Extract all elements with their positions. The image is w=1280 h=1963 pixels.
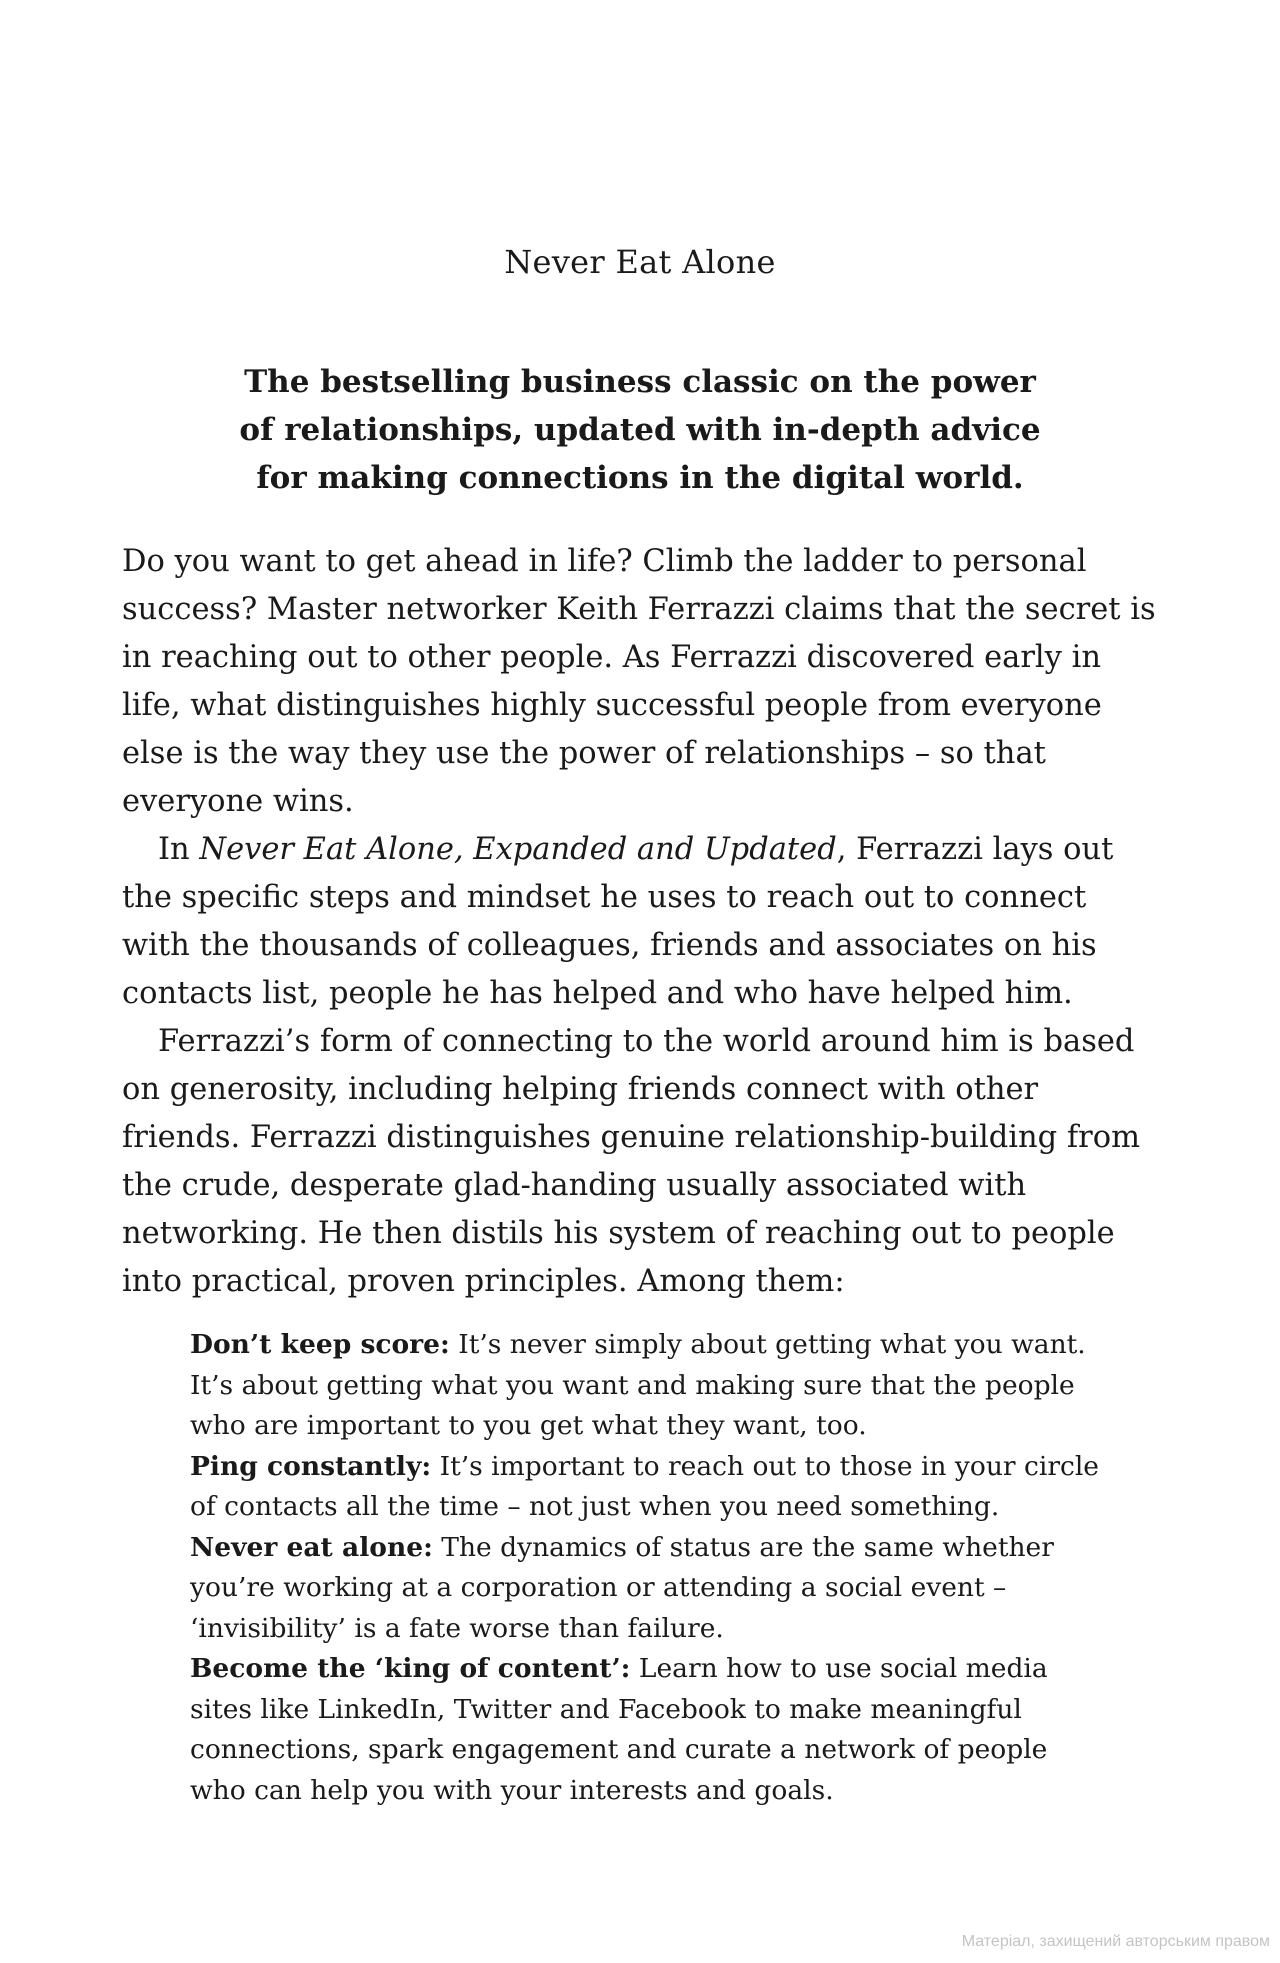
principle-text: It’s important to reach out to those in your circle of contacts all the time – not just when you need something. xyxy=(190,1450,1099,1522)
body-paragraph-2 xyxy=(122,826,1162,1018)
subtitle-line: of relationships, updated with in-depth advice xyxy=(239,412,1041,448)
copyright-watermark: Матеріал, захищений авторським правом xyxy=(961,1933,1270,1950)
principle-text: Learn how to use social media sites like LinkedIn, Twitter and Facebook to make meaningful connections, spark engagement and curate a network of people who can help you with your interests and goals. xyxy=(190,1653,1048,1806)
principle-text: The dynamics of status are the same whether you’re working at a corporation or attending a social event – ‘invisibility’ is a fate worse than failure. xyxy=(190,1531,1054,1644)
body-paragraph-3: Ferrazzi’s form of connecting to the world around him is based on generosity, including helping friends connect with other friends. Ferrazzi distinguishes genuine relationship-building from the crude, desperate glad-handing usually associated with networking. He then distils his system of reaching out to people into practical, proven principles. Among them: xyxy=(122,1024,1140,1299)
subtitle-tagline xyxy=(0,358,1280,502)
principle-term: Don’t keep score: xyxy=(190,1329,450,1360)
subtitle-line: The bestselling business classic on the power xyxy=(244,364,1036,400)
subtitle-line: for making connections in the digital world. xyxy=(256,460,1024,496)
page-title: Never Eat Alone xyxy=(504,243,776,281)
principle-item xyxy=(190,1649,1110,1811)
principle-term: Become the ‘king of content’: xyxy=(190,1653,631,1684)
body-text xyxy=(122,538,1162,1306)
principle-term: Ping constantly: xyxy=(190,1450,432,1482)
principle-item xyxy=(190,1325,1110,1447)
body-paragraph-1: Do you want to get ahead in life? Climb the ladder to personal success? Master networker Keith Ferrazzi claims that the secret is in reaching out to other people. As Ferrazzi discovered early in life, what distinguishes highly successful people from everyone else is the way they use the power of relationships – so that everyone wins. xyxy=(122,544,1156,819)
principle-item xyxy=(190,1447,1110,1528)
principles-list xyxy=(190,1325,1110,1811)
book-title-italic: Never Eat Alone, Expanded and Updated xyxy=(199,832,837,867)
principle-term: Never eat alone: xyxy=(190,1531,433,1563)
principle-item xyxy=(190,1528,1110,1650)
paragraph-rest: , Ferrazzi lays out the specific steps and mindset he uses to reach out to connect with the thousands of colleagues, friends and associates on his contacts list, people he has helped and who have helped him. xyxy=(122,832,1114,1011)
principle-text: It’s never simply about getting what you want. It’s about getting what you want and making sure that the people who are important to you get what they want, too. xyxy=(190,1329,1086,1441)
paragraph-lead: In xyxy=(158,832,200,867)
